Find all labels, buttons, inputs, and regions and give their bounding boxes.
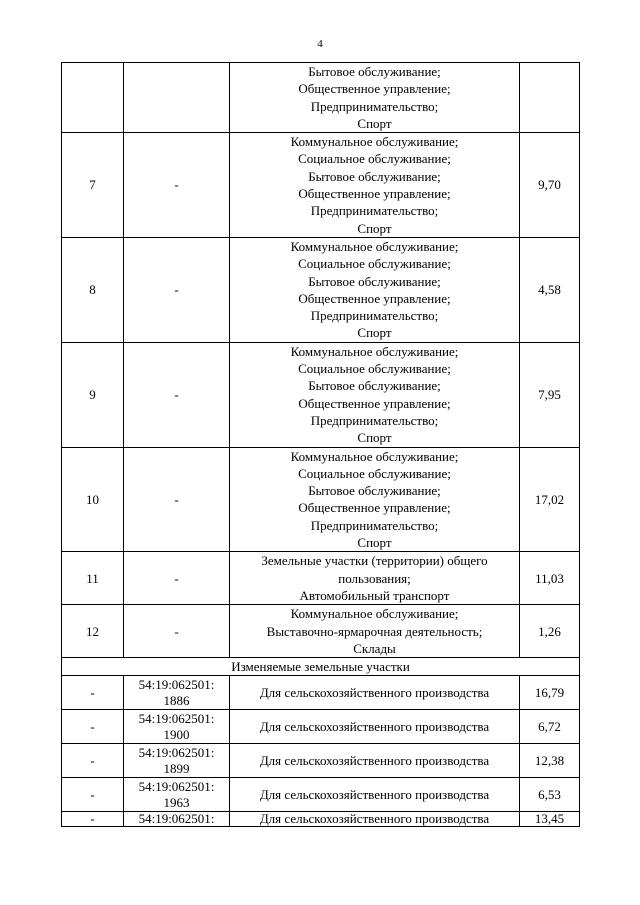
cadastral-number-cell: - (124, 342, 230, 447)
row-number-cell: 7 (62, 133, 124, 238)
row-number-cell: - (62, 676, 124, 710)
area-cell: 4,58 (520, 237, 580, 342)
area-cell: 16,79 (520, 676, 580, 710)
cadastral-number-cell: 54:19:062501: 1886 (124, 676, 230, 710)
permitted-use-cell: Для сельскохозяйственного производства (230, 676, 520, 710)
permitted-use-cell: Земельные участки (территории) общего пользования; Автомобильный транспорт (230, 552, 520, 605)
section-header-row (62, 658, 580, 676)
row-number-cell: 9 (62, 342, 124, 447)
row-number-cell: 8 (62, 237, 124, 342)
table-row (62, 552, 580, 605)
area-cell: 7,95 (520, 342, 580, 447)
area-cell: 13,45 (520, 812, 580, 827)
cadastral-number-text: 54:19:062501: (138, 812, 215, 827)
cadastral-number-cell: 54:19:062501: 1963 (124, 778, 230, 812)
permitted-use-cell: Для сельскохозяйственного производства (230, 744, 520, 778)
area-cell: 12,38 (520, 744, 580, 778)
row-number-cell: 11 (62, 552, 124, 605)
row-number-cell: 10 (62, 447, 124, 552)
permitted-use-cell: Для сельскохозяйственного производства (230, 710, 520, 744)
row-number-cell: - (62, 778, 124, 812)
section-title: Изменяемые земельные участки (62, 658, 580, 676)
cadastral-number-cell: - (124, 237, 230, 342)
row-number-cell (62, 63, 124, 133)
table-row (62, 676, 580, 710)
cadastral-number-cell: - (124, 605, 230, 658)
cadastral-number-cell: - (124, 133, 230, 238)
table-row (62, 133, 580, 238)
area-cell: 1,26 (520, 605, 580, 658)
row-number-cell: - (62, 812, 124, 827)
cadastral-number-cell: - (124, 552, 230, 605)
permitted-use-cell: Для сельскохозяйственного производства (230, 778, 520, 812)
area-cell: 9,70 (520, 133, 580, 238)
row-number-cell: - (62, 744, 124, 778)
permitted-use-cell: Коммунальное обслуживание; Социальное обслуживание; Бытовое обслуживание; Общественное управление; Предпринимательство; Спорт (230, 447, 520, 552)
cadastral-number-cell (124, 812, 230, 827)
cadastral-number-cell: 54:19:062501: 1899 (124, 744, 230, 778)
area-cell: 11,03 (520, 552, 580, 605)
cadastral-number-cell: 54:19:062501: 1900 (124, 710, 230, 744)
permitted-use-cell: Для сельскохозяйственного производства (230, 812, 520, 827)
area-cell: 6,72 (520, 710, 580, 744)
row-number-cell: - (62, 710, 124, 744)
area-cell (520, 63, 580, 133)
cadastral-number-cell (124, 63, 230, 133)
table-row (62, 447, 580, 552)
table-row (62, 342, 580, 447)
table-row (62, 237, 580, 342)
table-row (62, 63, 580, 133)
permitted-use-cell: Коммунальное обслуживание; Социальное обслуживание; Бытовое обслуживание; Общественное управление; Предпринимательство; Спорт (230, 342, 520, 447)
table-row (62, 812, 580, 827)
area-cell: 6,53 (520, 778, 580, 812)
area-cell: 17,02 (520, 447, 580, 552)
table-row (62, 710, 580, 744)
permitted-use-cell: Коммунальное обслуживание; Выставочно-ярмарочная деятельность; Склады (230, 605, 520, 658)
land-plots-table (61, 62, 580, 827)
table-row (62, 744, 580, 778)
permitted-use-cell: Бытовое обслуживание; Общественное управление; Предпринимательство; Спорт (230, 63, 520, 133)
page-number: 4 (317, 38, 323, 50)
table-row (62, 605, 580, 658)
table-row (62, 778, 580, 812)
row-number-cell: 12 (62, 605, 124, 658)
permitted-use-cell: Коммунальное обслуживание; Социальное обслуживание; Бытовое обслуживание; Общественное управление; Предпринимательство; Спорт (230, 133, 520, 238)
cadastral-number-cell: - (124, 447, 230, 552)
permitted-use-cell: Коммунальное обслуживание; Социальное обслуживание; Бытовое обслуживание; Общественное управление; Предпринимательство; Спорт (230, 237, 520, 342)
